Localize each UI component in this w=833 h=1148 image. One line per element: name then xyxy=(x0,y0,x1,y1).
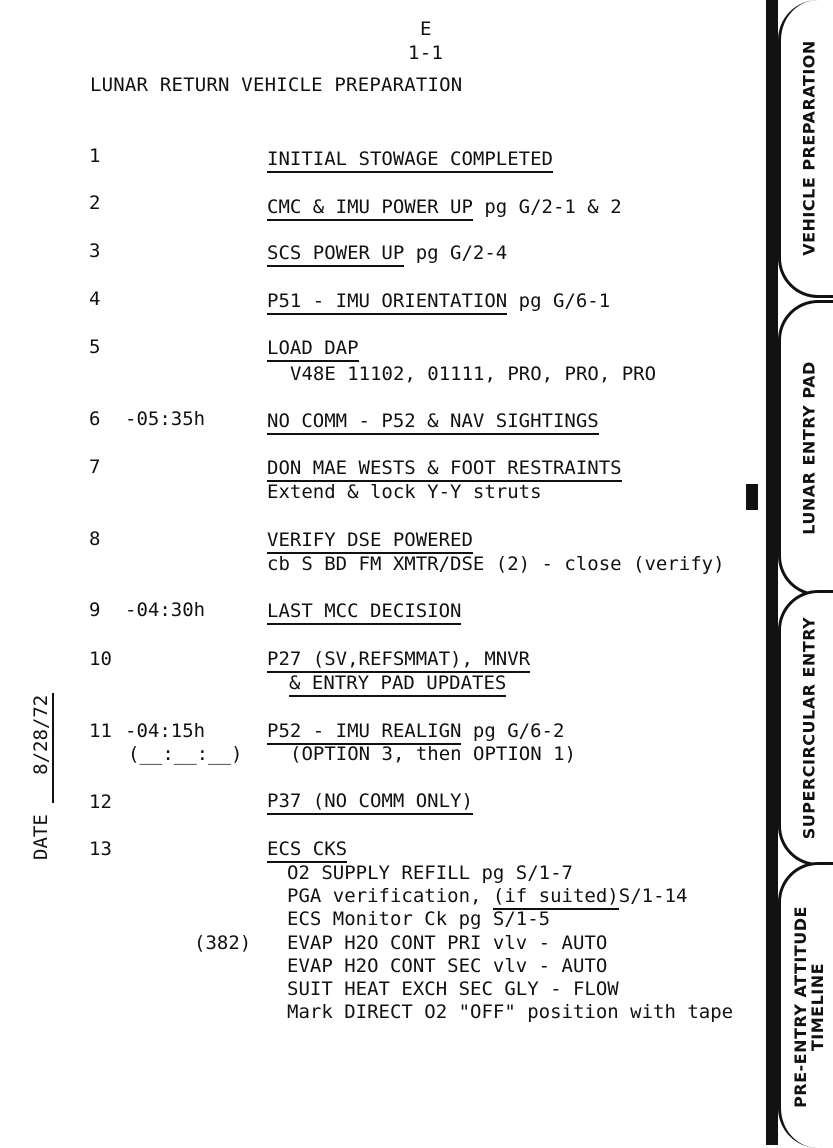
step-1 xyxy=(267,148,553,171)
step-9-main: LAST MCC DECISION xyxy=(267,600,461,625)
page-number: 1-1 xyxy=(408,42,444,64)
ecs-line-1: O2 SUPPLY REFILL pg S/1-7 xyxy=(287,862,573,884)
step-11-detail: (OPTION 3, then OPTION 1) xyxy=(290,743,576,765)
ecs-line-5: EVAP H2O CONT SEC vlv - AUTO xyxy=(287,955,608,977)
step-number: 9 xyxy=(89,599,101,621)
date-value: 8/28/72 xyxy=(30,693,54,803)
ecs-line-2-b: (if suited) xyxy=(493,885,619,910)
step-number: 10 xyxy=(89,648,112,670)
tab-pre-entry-line-1: PRE-ENTRY ATTITUDE xyxy=(790,905,810,1108)
date-stamp xyxy=(30,670,60,860)
step-6-time: -05:35h xyxy=(125,408,206,430)
ecs-line-2-a: PGA verification, xyxy=(287,885,493,907)
step-7-detail: Extend & lock Y-Y struts xyxy=(267,481,542,503)
panel-number: (382) xyxy=(194,932,252,954)
section-letter: E xyxy=(420,18,432,40)
section-tabs xyxy=(766,0,833,1145)
step-11-ref: pg G/6-2 xyxy=(472,720,565,742)
step-number: 5 xyxy=(89,336,101,358)
step-6 xyxy=(267,410,599,433)
step-number: 6 xyxy=(89,408,101,430)
step-9 xyxy=(267,600,461,623)
step-4-ref: pg G/6-1 xyxy=(518,290,611,312)
step-5-detail: V48E 11102, 01111, PRO, PRO, PRO xyxy=(290,363,657,385)
step-8-detail: cb S BD FM XMTR/DSE (2) - close (verify) xyxy=(267,553,725,575)
step-11 xyxy=(267,720,564,743)
step-3-main: SCS POWER UP xyxy=(267,242,404,267)
step-10-main: P27 (SV,REFSMMAT), MNVR xyxy=(267,648,530,673)
step-number: 11 xyxy=(89,720,112,742)
ecs-line-2 xyxy=(287,885,687,908)
step-5-main: LOAD DAP xyxy=(267,337,359,362)
step-number: 2 xyxy=(89,192,101,214)
ecs-line-4: EVAP H2O CONT PRI vlv - AUTO xyxy=(287,932,608,954)
step-number: 12 xyxy=(89,791,112,813)
step-7 xyxy=(267,457,622,480)
step-4-main: P51 - IMU ORIENTATION xyxy=(267,290,507,315)
step-7-main: DON MAE WESTS & FOOT RESTRAINTS xyxy=(267,457,622,482)
tab-supercircular-entry[interactable] xyxy=(778,590,833,866)
step-3 xyxy=(267,242,507,265)
step-11-time-blank: (__:__:__) xyxy=(128,743,243,765)
tab-lunar-entry-pad-label: LUNAR ENTRY PAD xyxy=(799,361,818,535)
ecs-line-3: ECS Monitor Ck pg S/1-5 xyxy=(287,908,551,930)
tab-pre-entry-attitude-timeline[interactable] xyxy=(778,862,833,1148)
tab-pre-entry-label xyxy=(792,906,826,1108)
step-10-detail xyxy=(289,672,506,695)
ecs-line-7: Mark DIRECT O2 "OFF" position with tape xyxy=(287,1001,734,1023)
step-13 xyxy=(267,838,347,861)
ecs-line-6: SUIT HEAT EXCH SEC GLY - FLOW xyxy=(287,978,619,1000)
step-number: 1 xyxy=(89,145,101,167)
step-8 xyxy=(267,529,473,552)
step-4 xyxy=(267,290,610,313)
step-11-main: P52 - IMU REALIGN xyxy=(267,720,461,745)
step-3-ref: pg G/2-4 xyxy=(415,242,508,264)
step-2-main: CMC & IMU POWER UP xyxy=(267,196,473,221)
step-13-main: ECS CKS xyxy=(267,838,347,863)
page-title: LUNAR RETURN VEHICLE PREPARATION xyxy=(90,74,463,96)
step-10 xyxy=(267,648,530,671)
step-number: 7 xyxy=(89,456,101,478)
step-6-main: NO COMM - P52 & NAV SIGHTINGS xyxy=(267,410,599,435)
step-2 xyxy=(267,196,622,219)
step-number: 4 xyxy=(89,288,101,310)
tab-vehicle-preparation[interactable] xyxy=(778,0,833,298)
tab-edge xyxy=(766,0,778,1145)
tab-pre-entry-line-2: TIMELINE xyxy=(807,962,827,1051)
step-number: 13 xyxy=(89,838,112,860)
step-number: 8 xyxy=(89,528,101,550)
step-2-ref: pg G/2-1 & 2 xyxy=(484,196,622,218)
tab-lunar-entry-pad[interactable] xyxy=(778,300,833,596)
step-9-time: -04:30h xyxy=(125,599,206,621)
step-5 xyxy=(267,337,359,360)
ecs-line-2-c: S/1-14 xyxy=(618,885,688,907)
step-10-detail-text: & ENTRY PAD UPDATES xyxy=(289,672,506,697)
date-label: DATE xyxy=(30,814,52,860)
step-12-main: P37 (NO COMM ONLY) xyxy=(267,790,473,815)
change-bar xyxy=(746,484,758,510)
step-number: 3 xyxy=(89,240,101,262)
tab-supercircular-entry-label: SUPERCIRCULAR ENTRY xyxy=(799,616,818,840)
step-1-main: INITIAL STOWAGE COMPLETED xyxy=(267,148,553,173)
step-12 xyxy=(267,790,473,813)
step-8-main: VERIFY DSE POWERED xyxy=(267,529,473,554)
tab-vehicle-preparation-label: VEHICLE PREPARATION xyxy=(799,39,818,256)
step-11-time: -04:15h xyxy=(125,720,206,742)
